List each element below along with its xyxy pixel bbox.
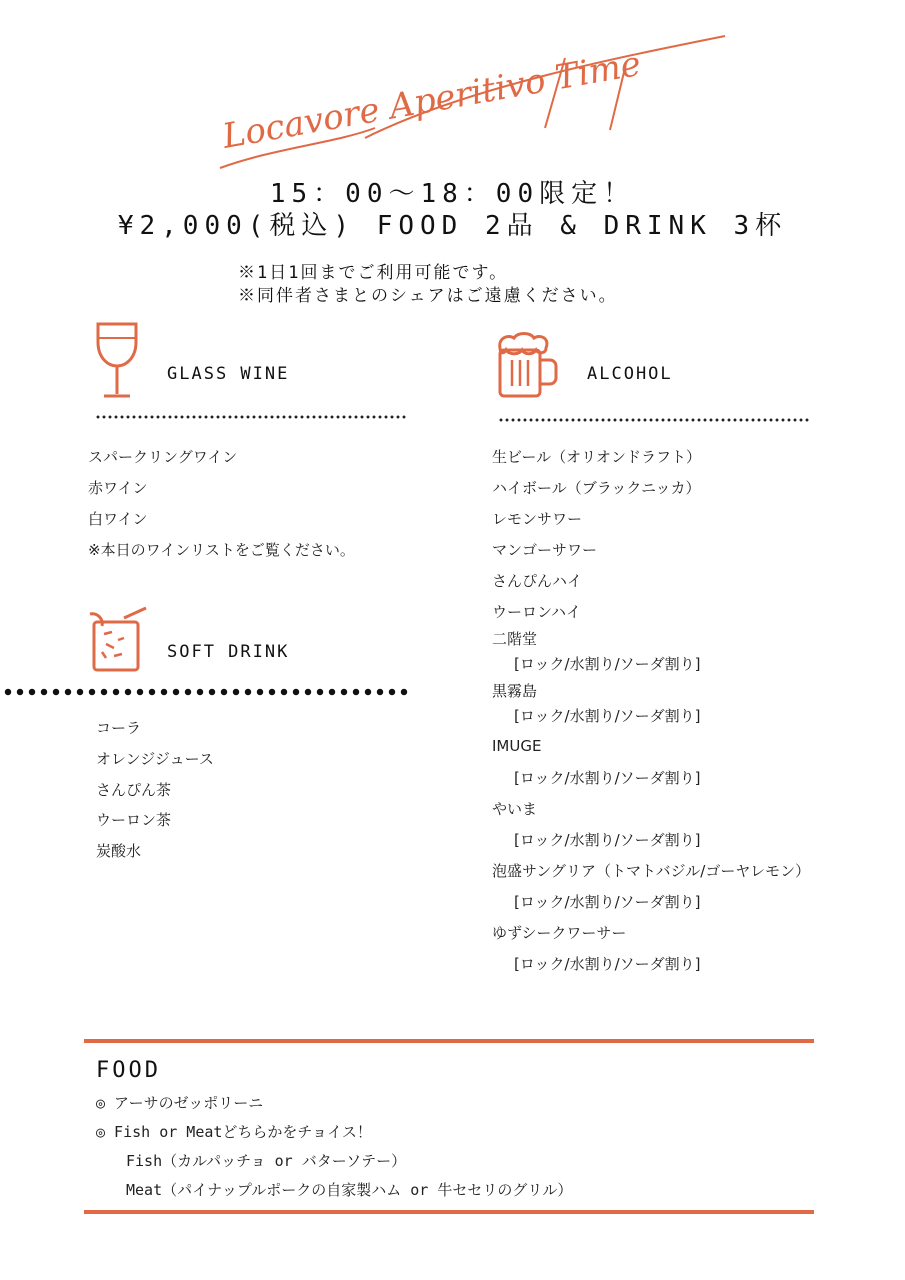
soft-drink-item: オレンジジュース bbox=[96, 750, 214, 768]
alcohol-serve-options: [ロック/水割り/ソーダ割り] bbox=[514, 955, 701, 973]
alcohol-item: IMUGE bbox=[492, 737, 542, 755]
alcohol-item: 生ビール（オリオンドラフト） bbox=[492, 448, 701, 466]
alcohol-item: 黒霧島 bbox=[492, 682, 538, 700]
alcohol-serve-options: [ロック/水割り/ソーダ割り] bbox=[514, 655, 701, 673]
wine-item: 白ワイン bbox=[88, 510, 148, 528]
alcohol-item: やいま bbox=[492, 800, 538, 818]
time-headline: 15：00～18：00限定！ bbox=[269, 179, 636, 209]
food-top-rule bbox=[84, 1039, 814, 1043]
wine-item: 赤ワイン bbox=[88, 479, 148, 497]
alcohol-serve-options: [ロック/水割り/ソーダ割り] bbox=[514, 831, 701, 849]
alcohol-title: ALCOHOL bbox=[587, 364, 673, 384]
price-headline: ¥2,000(税込) FOOD 2品 & DRINK 3杯 bbox=[117, 211, 788, 241]
alcohol-item: ハイボール（ブラックニッカ） bbox=[492, 479, 701, 497]
alcohol-serve-options: [ロック/水割り/ソーダ割り] bbox=[514, 707, 701, 725]
svg-text:Locavore Aperitivo Time: Locavore Aperitivo Time bbox=[219, 43, 644, 157]
script-title bbox=[215, 28, 735, 178]
food-choice: Fish（カルパッチョ or バターソテー） bbox=[126, 1152, 407, 1170]
soft-drink-divider bbox=[2, 688, 410, 696]
alcohol-item: ゆずシークワーサー bbox=[492, 924, 627, 942]
food-choice: Meat（パイナップルポークの自家製ハム or 牛セセリのグリル） bbox=[126, 1181, 573, 1199]
soft-drink-title: SOFT DRINK bbox=[167, 642, 290, 662]
food-item: ◎ アーサのゼッポリーニ bbox=[96, 1094, 264, 1112]
alcohol-item: 二階堂 bbox=[492, 630, 538, 648]
glass-wine-title: GLASS WINE bbox=[167, 364, 290, 384]
alcohol-item: レモンサワー bbox=[492, 510, 583, 528]
wine-item: スパークリングワイン bbox=[88, 448, 238, 466]
alcohol-divider bbox=[498, 418, 810, 422]
food-bottom-rule bbox=[84, 1210, 814, 1214]
alcohol-item: ウーロンハイ bbox=[492, 603, 581, 621]
soft-drink-item: ウーロン茶 bbox=[96, 811, 172, 829]
alcohol-serve-options: [ロック/水割り/ソーダ割り] bbox=[514, 893, 701, 911]
food-item: ◎ Fish or Meatどちらかをチョイス！ bbox=[96, 1123, 372, 1141]
soft-drink-item: 炭酸水 bbox=[96, 842, 142, 860]
alcohol-item: 泡盛サングリア（トマトバジル/ゴーヤレモン） bbox=[492, 862, 811, 880]
soft-drink-item: コーラ bbox=[96, 719, 142, 737]
food-title: FOOD bbox=[96, 1058, 161, 1083]
glass-wine-divider bbox=[95, 415, 407, 419]
alcohol-serve-options: [ロック/水割り/ソーダ割り] bbox=[514, 769, 701, 787]
beer-mug-icon bbox=[494, 332, 560, 400]
alcohol-item: マンゴーサワー bbox=[492, 541, 598, 559]
alcohol-item: さんぴんハイ bbox=[492, 572, 583, 590]
note-1: ※1日1回までご利用可能です。 bbox=[238, 263, 509, 283]
soft-drink-item: さんぴん茶 bbox=[96, 781, 172, 799]
soft-drink-icon bbox=[84, 604, 154, 674]
wine-glass-icon bbox=[92, 320, 142, 400]
note-2: ※同伴者さまとのシェアはご遠慮ください。 bbox=[238, 286, 618, 306]
wine-note: ※本日のワインリストをご覧ください。 bbox=[88, 541, 355, 559]
